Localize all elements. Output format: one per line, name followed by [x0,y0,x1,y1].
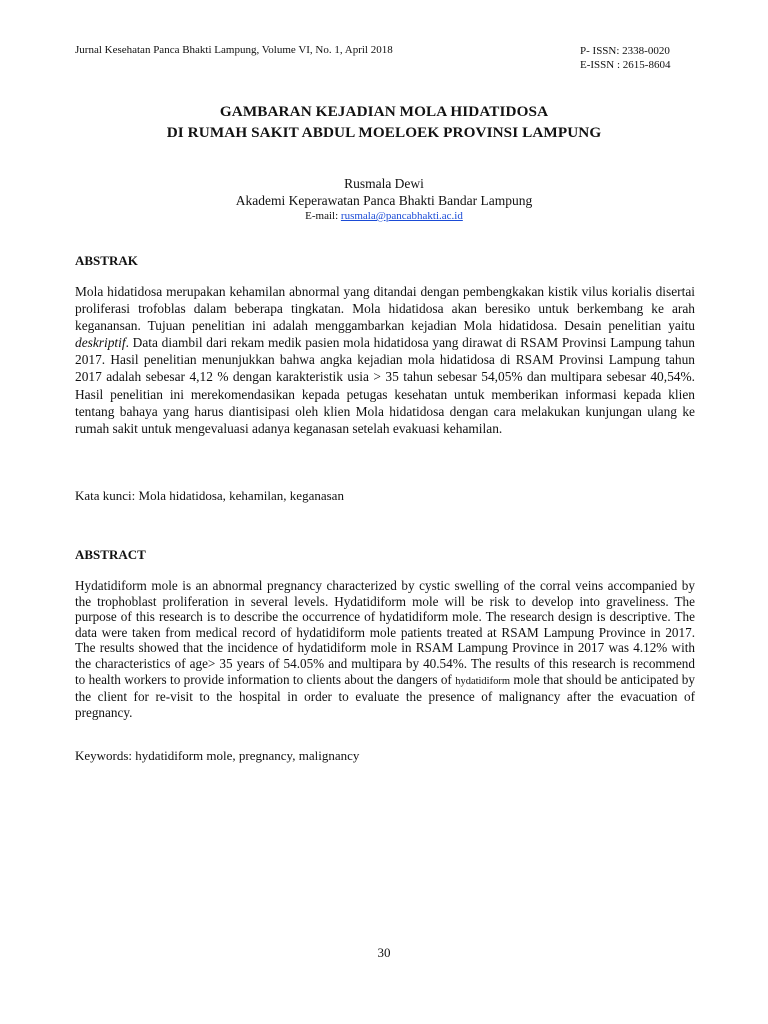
title-line-1: GAMBARAN KEJADIAN MOLA HIDATIDOSA [219,103,549,120]
email-link[interactable]: rusmala@pancabhakti.ac.id [340,210,463,222]
abstrak-keywords: Kata kunci: Mola hidatidosa, kehamilan, keganasan [75,488,344,503]
abstract-text-2: mole that should be anticipated by the client for re-visit to the hospital in order to evaluate the presence of malignancy after the evacuation of pregnancy. [75,671,695,720]
author-block [0,175,768,223]
page-number: 30 [377,945,391,960]
abstract-paragraph [75,578,695,720]
abstrak-paragraph [75,283,695,437]
email-label: E-mail: [305,210,339,222]
title-line-2: DI RUMAH SAKIT ABDUL MOELOEK PROVINSI LAMPUNG [166,124,602,141]
abstract-heading: ABSTRACT [75,547,146,562]
abstrak-heading: ABSTRAK [75,253,138,268]
article-title [0,101,768,143]
p-issn: P- ISSN: 2338-0020 [580,45,670,57]
email-line [0,209,768,223]
abstrak-text-1: Mola hidatidosa merupakan kehamilan abnormal yang ditandai dengan pembengkakan kistik vilus korialis disertai proliferasi trofoblas dalam beberapa tingkatan. Mola hidatidosa akan beresiko untuk berkembang ke arah keganansan. Tujuan penelitian ini adalah menggambarkan kejadian Mola hidatidosa. Desain penelitian yaitu [75,284,695,334]
issn-block [580,44,670,72]
abstract-keywords: Keywords: hydatidiform mole, pregnancy, malignancy [75,748,360,763]
e-issn: E-ISSN : 2615-8604 [580,59,671,71]
abstract-small-word: hydatidiform [455,675,511,687]
abstrak-italic-word: deskriptif [75,335,126,351]
journal-header: Jurnal Kesehatan Panca Bhakti Lampung, Volume VI, No. 1, April 2018 [75,44,393,56]
author-affiliation: Akademi Keperawatan Panca Bhakti Bandar Lampung [235,193,533,208]
abstrak-text-2: . Data diambil dari rekam medik pasien mola hidatidosa yang dirawat di RSAM Provinsi Lampung tahun 2017. Hasil penelitian menunjukkan bahwa angka kejadian mola hidatidosa di RSAM Provinsi Lampung tahun 2017 adalah sebesar 4,12 % dengan karakteristik usia > 35 tahun sebesar 54,05% dan multipara sebesar 40,54%. Hasil penelitian ini merekomendasikan kepada petugas kesehatan untuk memberikan informasi kepada klien tentang bahaya yang harus diantisipasi oleh klien Mola hidatidosa dengan cara melakukan kunjungan ulang ke rumah sakit untuk mengevaluasi adanya keganasan setelah evakuasi kehamilan. [75,335,695,436]
abstract-text-1: Hydatidiform mole is an abnormal pregnancy characterized by cystic swelling of the corral veins accompanied by the trophoblast proliferation in several levels. Hydatidiform mole will be risk to develop into graveliness. The purpose of this research is to describe the occurrence of hydatidiform mole. The research design is descriptive. The data were taken from medical record of hydatidiform mole patients treated at RSAM Lampung Province in 2017. The results showed that the incidence of hydatidiform mole in RSAM Lampung Province in 2017 was 4.12% with the characteristics of age> 35 years of 54.05% and multipara by 40.54%. The results of this research is recommend to health workers to provide information to clients about the dangers of [75,578,695,687]
author-name: Rusmala Dewi [344,176,424,191]
